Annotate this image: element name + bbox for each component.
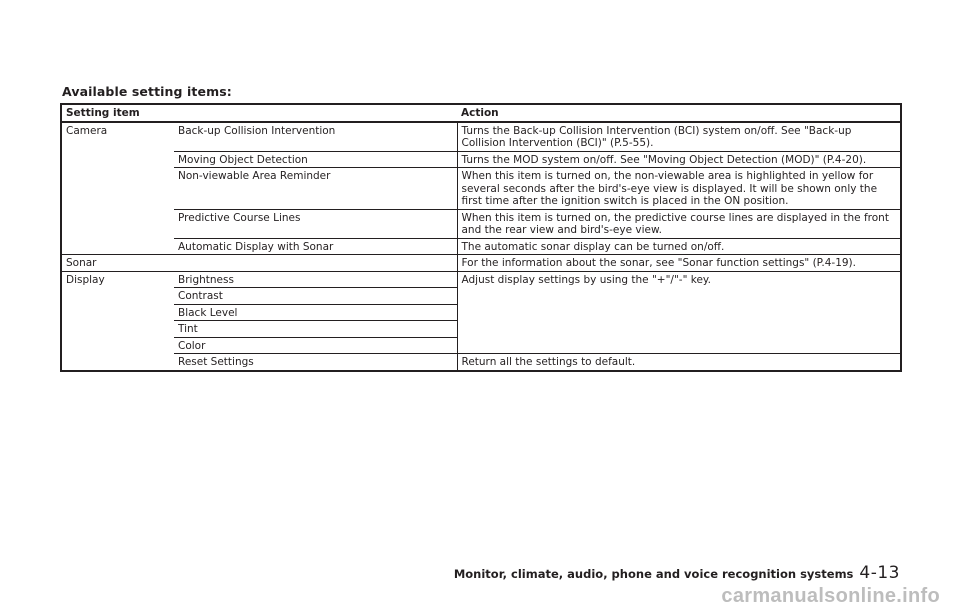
group-sonar: Sonar bbox=[61, 255, 457, 272]
table-row bbox=[61, 354, 901, 371]
setting-action: Return all the settings to default. bbox=[457, 354, 901, 371]
setting-item: Contrast bbox=[174, 288, 457, 305]
setting-item: Non-viewable Area Reminder bbox=[174, 168, 457, 210]
setting-action: Adjust display settings by using the "+"/"-" key. bbox=[457, 271, 901, 354]
table-row bbox=[61, 238, 901, 255]
setting-action: Turns the Back-up Collision Intervention (BCI) system on/off. See "Back-up Collision Intervention (BCI)" (P.5-55). bbox=[457, 122, 901, 152]
settings-table bbox=[60, 103, 902, 372]
setting-action: The automatic sonar display can be turned on/off. bbox=[457, 238, 901, 255]
setting-item: Brightness bbox=[174, 271, 457, 288]
table-row bbox=[61, 168, 901, 210]
setting-item: Black Level bbox=[174, 304, 457, 321]
table-row bbox=[61, 122, 901, 152]
group-camera: Camera bbox=[66, 124, 108, 137]
setting-action: When this item is turned on, the non-viewable area is highlighted in yellow for several seconds after the bird's-eye view is displayed. It will be shown only the first time after the ignition switch is placed in the ON position. bbox=[457, 168, 901, 210]
setting-item: Color bbox=[174, 337, 457, 354]
table-row bbox=[61, 271, 901, 288]
setting-action: For the information about the sonar, see "Sonar function settings" (P.4-19). bbox=[457, 255, 901, 272]
setting-action: Turns the MOD system on/off. See "Moving Object Detection (MOD)" (P.4-20). bbox=[457, 151, 901, 168]
setting-item: Reset Settings bbox=[174, 354, 457, 371]
table-row bbox=[61, 209, 901, 238]
table-header-row bbox=[61, 104, 901, 122]
setting-item: Back-up Collision Intervention bbox=[178, 124, 336, 137]
setting-item: Tint bbox=[174, 321, 457, 338]
table-row bbox=[61, 151, 901, 168]
footer-section-title: Monitor, climate, audio, phone and voice recognition systems bbox=[453, 567, 854, 581]
watermark: carmanualsonline.info bbox=[721, 585, 940, 607]
setting-item: Predictive Course Lines bbox=[174, 209, 457, 238]
page-footer bbox=[454, 563, 900, 583]
header-setting-item: Setting item bbox=[61, 104, 457, 122]
setting-item: Automatic Display with Sonar bbox=[174, 238, 457, 255]
setting-item: Moving Object Detection bbox=[174, 151, 457, 168]
table-row bbox=[61, 255, 901, 272]
section-heading: Available setting items: bbox=[62, 84, 232, 99]
page-number: 4-13 bbox=[859, 563, 900, 583]
header-action: Action bbox=[457, 104, 901, 122]
setting-action: When this item is turned on, the predictive course lines are displayed in the front and the rear view and bird's-eye view. bbox=[457, 209, 901, 238]
group-display: Display bbox=[61, 271, 174, 371]
